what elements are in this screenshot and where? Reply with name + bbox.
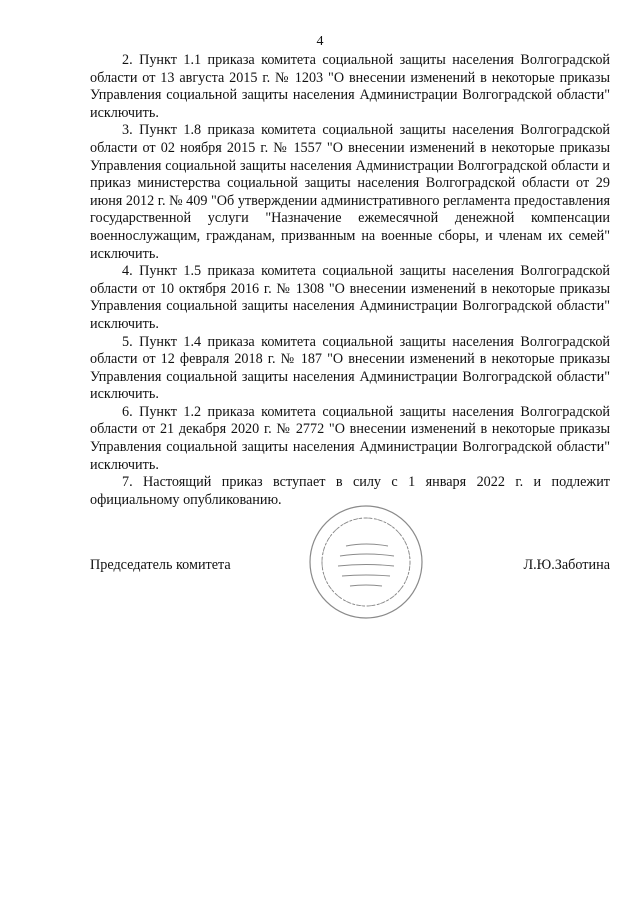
item-number: 3. — [122, 122, 133, 139]
list-item — [90, 404, 610, 474]
document-body — [90, 52, 610, 509]
item-text: Пункт 1.1 приказа комитета социальной защиты населения Волгоградской области от 13 августа 2015 г. № 1203 "О внесении изменений в некоторые приказы Управления социальной защиты населения Администрации Волгоградской области" исключить. — [90, 52, 611, 121]
list-item — [90, 52, 610, 122]
list-item — [90, 334, 610, 404]
list-item — [90, 263, 610, 333]
item-text: Пункт 1.4 приказа комитета социальной защиты населения Волгоградской области от 12 февраля 2018 г. № 187 "О внесении изменений в некоторые приказы Управления социальной защиты населения Администрации Волгоградской области" исключить. — [90, 333, 611, 403]
item-text: Пункт 1.8 приказа комитета социальной защиты населения Волгоградской области от 02 ноября 2015 г. № 1557 "О внесении изменений в некоторые приказы Управления социальной защиты населения Администрации Волгоградской области и приказ министерства социальной защиты населения Волгоградской области от 29 июня 2012 г. № 409 "Об утверждении административного регламента предоставления государственной услуги "Назначение ежемесячной денежной компенсации военнослужащим, гражданам, призванным на военные сборы, и членам их семей" исключить. — [90, 122, 611, 262]
signer-name: Л.Ю.Заботина — [523, 557, 610, 573]
signer-position: Председатель комитета — [90, 557, 231, 573]
item-text: Пункт 1.2 приказа комитета социальной защиты населения Волгоградской области от 21 декабря 2020 г. № 2772 "О внесении изменений в некоторые приказы Управления социальной защиты населения Администрации Волгоградской области" исключить. — [90, 403, 611, 473]
item-number: 6. — [122, 403, 133, 420]
item-text: Пункт 1.5 приказа комитета социальной защиты населения Волгоградской области от 10 октября 2016 г. № 1308 "О внесении изменений в некоторые приказы Управления социальной защиты населения Администрации Волгоградской области" исключить. — [90, 263, 611, 332]
list-item — [90, 122, 610, 263]
item-number: 2. — [122, 52, 133, 68]
item-number: 5. — [122, 333, 133, 350]
item-number: 4. — [122, 263, 133, 280]
page-number: 4 — [316, 34, 324, 49]
item-number: 7. — [122, 474, 133, 491]
item-text: Настоящий приказ вступает в силу с 1 января 2022 г. и подлежит официальному опубликованию. — [90, 474, 610, 508]
signature-block — [90, 557, 610, 577]
